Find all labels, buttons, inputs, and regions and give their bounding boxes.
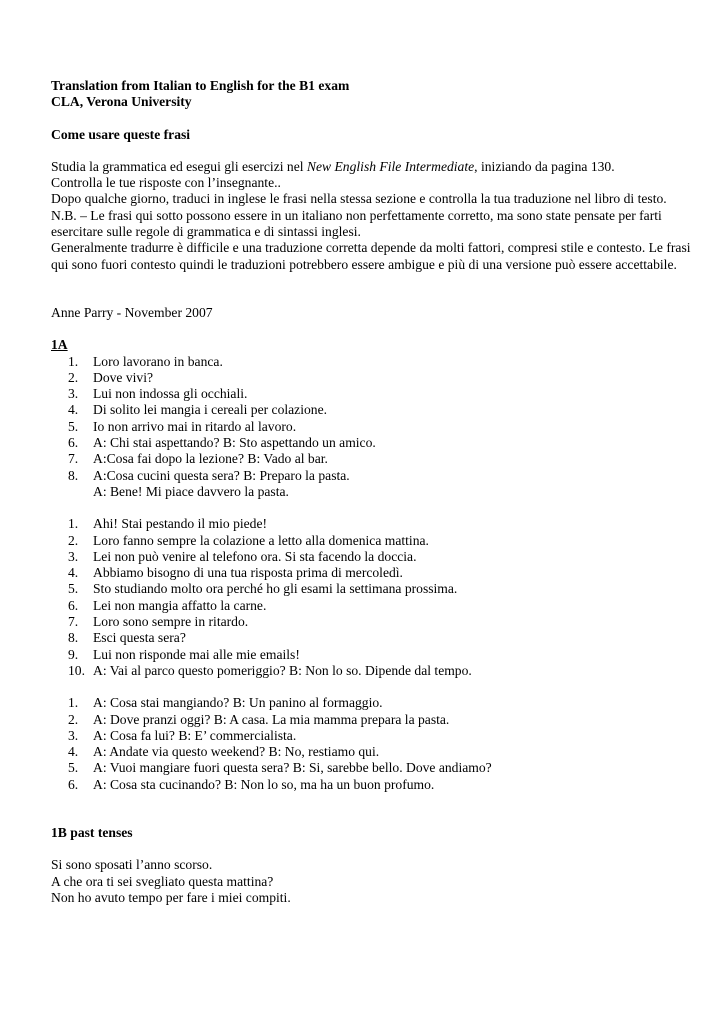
list-item: [51, 516, 691, 532]
list-item-text: A: Dove pranzi oggi? B: A casa. La mia mamma prepara la pasta.: [93, 711, 450, 727]
list-item: [51, 744, 691, 760]
howto-paragraph-1: Studia la grammatica ed esegui gli esercizi nel New English File Intermediate, iniziando da pagina 130.: [51, 158, 615, 174]
list-item-number: 5.: [68, 760, 79, 776]
sentence-line: Si sono sposati l’anno scorso.: [51, 857, 213, 873]
list-item-text: Abbiamo bisogno di una tua risposta prima di mercoledì.: [93, 565, 403, 581]
document-page: [51, 78, 691, 906]
list-item-number: 10.: [68, 662, 85, 678]
list-item-number: 6.: [68, 435, 79, 451]
section-1b-heading: 1B past tenses: [51, 824, 133, 840]
exercise-list-3: [51, 695, 691, 793]
list-item: [51, 402, 691, 418]
list-item: [51, 451, 691, 467]
list-item-number: 6.: [68, 776, 79, 792]
list-item-number: 1.: [68, 353, 79, 369]
author-line: Anne Parry - November 2007: [51, 304, 213, 320]
list-item-number: 1.: [68, 695, 79, 711]
list-item-text: Loro sono sempre in ritardo.: [93, 614, 249, 630]
list-item-number: 4.: [68, 565, 79, 581]
list-item: [51, 468, 691, 501]
list-item-text: A: Cosa fa lui? B: E’ commercialista.: [93, 727, 297, 743]
list-item-continuation: A: Bene! Mi piace davvero la pasta.: [93, 483, 289, 499]
exercise-list-1: [51, 354, 691, 501]
list-item-text: Di solito lei mangia i cereali per colazione.: [93, 402, 328, 418]
list-item-number: 8.: [68, 630, 79, 646]
howto-paragraph-3: Dopo qualche giorno, traduci in inglese le frasi nella stessa sezione e controlla la tua traduzione nel libro di testo.: [51, 191, 667, 207]
list-item-text: A: Chi stai aspettando? B: Sto aspettando un amico.: [93, 435, 376, 451]
howto-paragraph-5: Generalmente tradurre è difficile e una traduzione corretta depende da molti fattori, compresi stile e contesto. Le frasi qui sono fuori contesto quindi le traduzioni potrebbero essere ambigue e più di una versione può essere accettabile.: [51, 240, 691, 272]
sentence-line: Non ho avuto tempo per fare i miei compiti.: [51, 889, 291, 905]
list-item: [51, 712, 691, 728]
list-item-number: 1.: [68, 516, 79, 532]
section-1b-lines: [51, 857, 691, 906]
list-item-text: Lei non può venire al telefono ora. Si sta facendo la doccia.: [93, 548, 417, 564]
list-item-text: A: Vai al parco questo pomeriggio? B: Non lo so. Dipende dal tempo.: [93, 662, 472, 678]
list-item-text: A:Cosa fai dopo la lezione? B: Vado al bar.: [93, 451, 328, 467]
howto-paragraph-2: Controlla le tue risposte con l’insegnante..: [51, 175, 281, 191]
list-item: [51, 533, 691, 549]
list-item: [51, 435, 691, 451]
list-item-text: Lui non risponde mai alle mie emails!: [93, 646, 300, 662]
list-item-number: 3.: [68, 548, 79, 564]
list-item: [51, 565, 691, 581]
list-item-number: 9.: [68, 646, 79, 662]
section-1a-heading: 1A: [51, 337, 68, 353]
list-item: [51, 614, 691, 630]
list-item: [51, 760, 691, 776]
list-item: [51, 663, 691, 679]
list-item-text: Io non arrivo mai in ritardo al lavoro.: [93, 418, 297, 434]
list-item-text: A: Cosa stai mangiando? B: Un panino al formaggio.: [93, 695, 383, 711]
list-item: [51, 647, 691, 663]
list-item: [51, 581, 691, 597]
list-item-text: Sto studiando molto ora perché ho gli esami la settimana prossima.: [93, 581, 458, 597]
list-item-text: Lui non indossa gli occhiali.: [93, 386, 248, 402]
list-item-number: 3.: [68, 386, 79, 402]
list-item-number: 3.: [68, 727, 79, 743]
book-title: New English File Intermediate: [306, 158, 475, 174]
list-item-number: 5.: [68, 581, 79, 597]
document-title: Translation from Italian to English for the B1 exam: [51, 78, 350, 93]
list-item-text: A: Andate via questo weekend? B: No, restiamo qui.: [93, 744, 380, 760]
list-item: [51, 370, 691, 386]
list-item-number: 8.: [68, 467, 79, 483]
list-item-text: Loro lavorano in banca.: [93, 353, 223, 369]
list-item-number: 4.: [68, 744, 79, 760]
list-item: [51, 419, 691, 435]
sentence-line: A che ora ti sei svegliato questa mattina?: [51, 873, 274, 889]
list-item-number: 2.: [68, 532, 79, 548]
list-item-text: Dove vivi?: [93, 369, 154, 385]
list-item: [51, 549, 691, 565]
list-item: [51, 386, 691, 402]
list-item: [51, 354, 691, 370]
howto-paragraph-4: N.B. – Le frasi qui sotto possono essere in un italiano non perfettamente corretto, ma sono state pensate per farti esercitare sulle regole di grammatica e di sintassi inglesi.: [51, 207, 662, 240]
list-item: [51, 728, 691, 744]
list-item-text: A:Cosa cucini questa sera? B: Preparo la pasta.: [93, 467, 350, 483]
list-item-number: 4.: [68, 402, 79, 418]
list-item-number: 7.: [68, 614, 79, 630]
list-item: [51, 630, 691, 646]
list-item-text: Esci questa sera?: [93, 630, 186, 646]
document-subtitle: CLA, Verona University: [51, 94, 192, 110]
list-item-number: 6.: [68, 597, 79, 613]
list-item-text: Lei non mangia affatto la carne.: [93, 597, 267, 613]
list-item-text: Loro fanno sempre la colazione a letto alla domenica mattina.: [93, 532, 429, 548]
list-item: [51, 598, 691, 614]
list-item-text: A: Cosa sta cucinando? B: Non lo so, ma ha un buon profumo.: [93, 776, 435, 792]
list-item: [51, 777, 691, 793]
list-item-number: 7.: [68, 451, 79, 467]
list-item-number: 5.: [68, 418, 79, 434]
list-item-number: 2.: [68, 369, 79, 385]
exercise-list-2: [51, 516, 691, 679]
list-item-text: A: Vuoi mangiare fuori questa sera? B: Si, sarebbe bello. Dove andiamo?: [93, 760, 492, 776]
list-item-number: 2.: [68, 711, 79, 727]
list-item: [51, 695, 691, 711]
list-item-text: Ahi! Stai pestando il mio piede!: [93, 516, 268, 532]
howto-heading: Come usare queste frasi: [51, 126, 191, 142]
